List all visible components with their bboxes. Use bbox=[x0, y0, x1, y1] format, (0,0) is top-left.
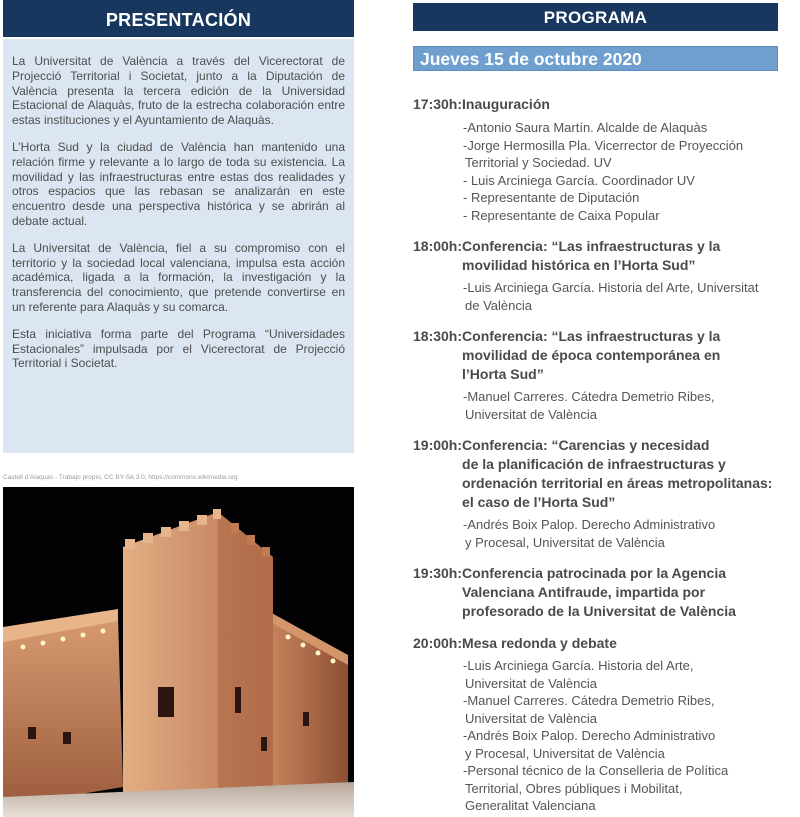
session-person: de València bbox=[465, 297, 532, 313]
presentacion-column bbox=[3, 0, 354, 371]
session-person: -Andrés Boix Palop. Derecho Administrativo bbox=[463, 517, 716, 532]
session-person: Generalitat Valenciana bbox=[465, 798, 596, 813]
session-time: 19:30h: bbox=[413, 565, 463, 581]
session-person: -Luis Arciniega García. Historia del Arte, Universitat bbox=[463, 280, 759, 295]
intro-paragraph-4: Esta iniciativa forma parte del Programa “Universidades Estacionales” impulsada por el Vicerectorat de Projecció Territorial i Societat. bbox=[12, 326, 345, 371]
session-1900 bbox=[413, 436, 778, 551]
session-1830 bbox=[413, 327, 778, 423]
photo-caption: Castell d’Alaquas - Trabajo propio, CC BY-SA 3.0, https://commons.wikimedia.org bbox=[3, 474, 238, 481]
session-person: Territorial y Sociedad. UV bbox=[465, 155, 612, 170]
session-person: - Luis Arciniega García. Coordinador UV bbox=[463, 172, 695, 188]
session-person: -Andrés Boix Palop. Derecho Administrativo bbox=[463, 728, 716, 743]
session-person: Territorial, Obres públiques i Mobilitat, bbox=[465, 780, 683, 796]
session-person: y Procesal, Universitat de València bbox=[465, 745, 665, 761]
session-time: 20:00h: bbox=[413, 635, 463, 651]
session-person: -Manuel Carreres. Cátedra Demetrio Ribes, bbox=[463, 389, 715, 404]
programa-header: PROGRAMA bbox=[413, 3, 778, 31]
session-1730 bbox=[413, 95, 778, 224]
session-1800 bbox=[413, 237, 778, 314]
session-title: Conferencia patrocinada por la Agencia Valenciana Antifraude, impartida por profesorado de la Universitat de València bbox=[462, 565, 736, 619]
session-person: y Procesal, Universitat de València bbox=[465, 534, 665, 550]
presentacion-text-box bbox=[3, 39, 354, 453]
session-time: 17:30h: bbox=[413, 96, 463, 112]
session-time: 19:00h: bbox=[413, 437, 463, 453]
presentacion-header: PRESENTACIÓN bbox=[3, 0, 354, 37]
session-person: -Manuel Carreres. Cátedra Demetrio Ribes, bbox=[463, 693, 715, 708]
castle-photo bbox=[3, 487, 354, 817]
session-title: Inauguración bbox=[462, 96, 550, 112]
session-time: 18:30h: bbox=[413, 328, 463, 344]
session-person: -Antonio Saura Martín. Alcalde de Alaquàs bbox=[463, 120, 708, 135]
session-person: -Luis Arciniega García. Historia del Arte, bbox=[463, 658, 694, 673]
session-person: -Jorge Hermosilla Pla. Vicerrector de Proyección bbox=[463, 137, 744, 153]
intro-paragraph-2: L’Horta Sud y la ciudad de València han mantenido una relación firme y relevante a lo largo de toda su existencia. La movilidad y las infraestructuras entre estas dos realidades y otros espacios que las rebasan se analizarán en este encuentro desde una perspectiva histórica y se abrirán al debate actual. bbox=[12, 139, 345, 228]
date-band: Jueves 15 de octubre 2020 bbox=[413, 46, 778, 71]
session-2000 bbox=[413, 634, 778, 815]
session-person: - Representante de Caixa Popular bbox=[463, 207, 660, 223]
session-person: Universitat de València bbox=[465, 406, 597, 422]
session-time: 18:00h: bbox=[413, 238, 463, 254]
session-title: Conferencia: “Las infraestructuras y la movilidad de época contemporánea en l’Horta Sud” bbox=[462, 328, 721, 382]
session-person: Universitat de València bbox=[465, 675, 597, 691]
session-title: Mesa redonda y debate bbox=[462, 635, 617, 651]
session-title: Conferencia: “Las infraestructuras y la movilidad histórica en l’Horta Sud” bbox=[462, 238, 721, 273]
intro-paragraph-1: La Universitat de València a través del Vicerectorat de Projecció Territorial i Societat, junto a la Diputación de València presenta la tercera edición de la Universidad Estacional de Alaquàs, fruto de la estrecha colaboración entre estas instituciones y el Ayuntamiento de Alaquàs. bbox=[12, 54, 345, 128]
session-person: Universitat de València bbox=[465, 710, 597, 726]
intro-paragraph-3: La Universitat de València, fiel a su compromiso con el territorio y la sociedad local valenciana, impulsa esta acción académica, ligada a la formación, la investigación y la transferencia del conocimiento, que pretende convertirse en un referente para Alaquàs y su comarca. bbox=[12, 240, 345, 314]
programa-column bbox=[413, 0, 778, 815]
session-person: - Representante de Diputación bbox=[463, 190, 640, 205]
session-person: -Personal técnico de la Conselleria de Política bbox=[463, 763, 729, 778]
session-1930 bbox=[413, 564, 778, 621]
session-title: Conferencia: “Carencias y necesidad de la planificación de infraestructuras y ordenación territorial en áreas metropolitanas: el caso de l’Horta Sud” bbox=[462, 437, 773, 510]
